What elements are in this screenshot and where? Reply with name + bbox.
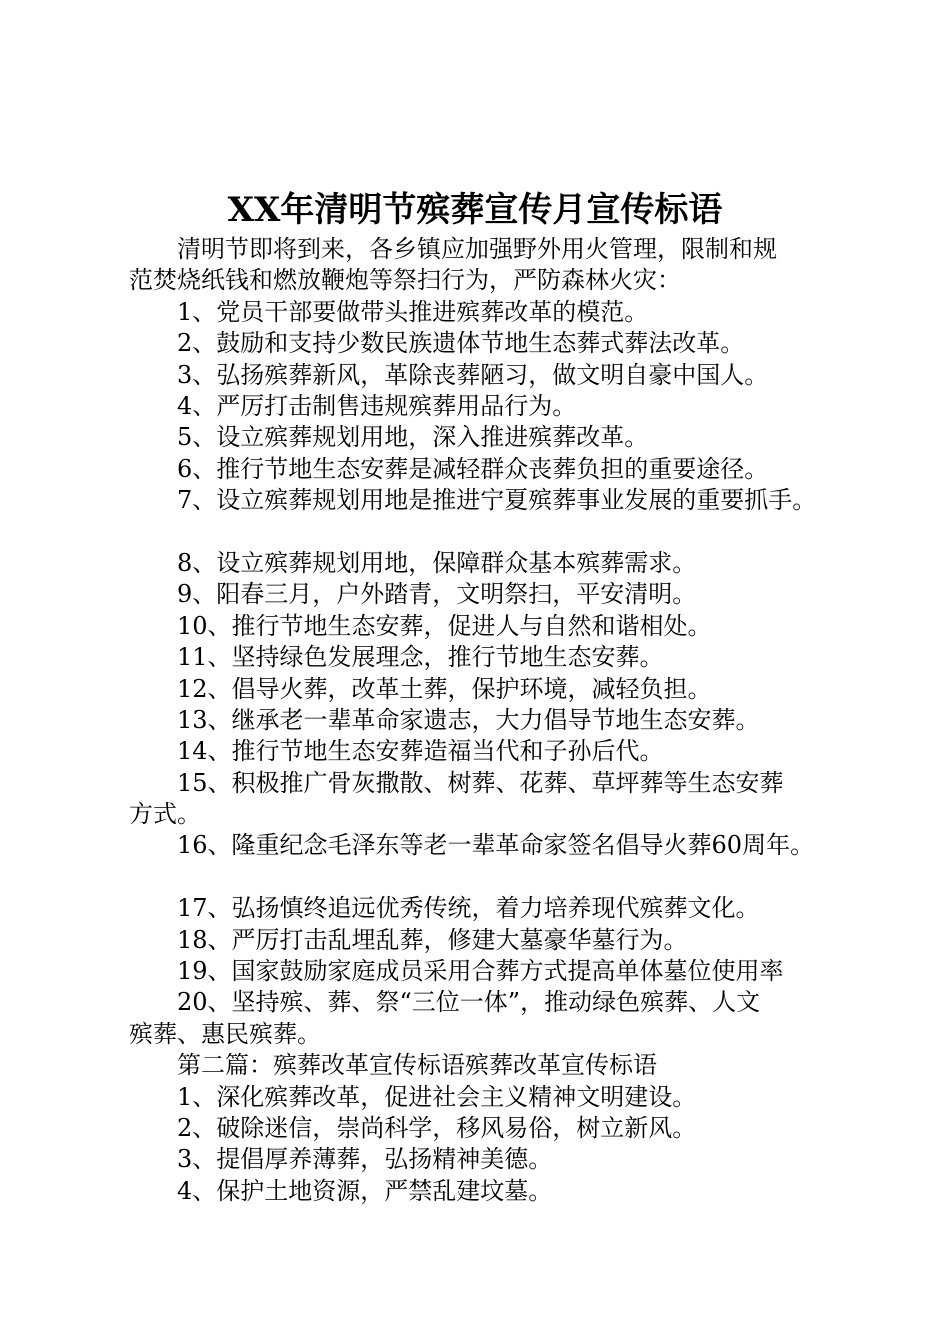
- section-2-slogan-2: 2、破除迷信，崇尚科学，移风易俗，树立新风。: [177, 1114, 697, 1143]
- document-title: XX年清明节殡葬宣传月宣传标语: [227, 190, 723, 230]
- intro-line-1: 清明节即将到来，各乡镇应加强野外用火管理，限制和规: [177, 235, 777, 263]
- slogan-6: 6、推行节地生态安葬是减轻群众丧葬负担的重要途径。: [177, 454, 769, 483]
- slogan-2: 2、鼓励和支持少数民族遗体节地生态葬式葬法改革。: [177, 329, 745, 358]
- slogan-16: 16、隆重纪念毛泽东等老一辈革命家签名倡导火葬60周年。: [177, 831, 815, 860]
- slogan-15-line-2: 方式。: [129, 800, 201, 829]
- slogan-20-line-2: 殡葬、惠民殡葬。: [129, 1019, 321, 1048]
- blank-line: [129, 862, 833, 893]
- section-2-slogan-4: 4、保护土地资源，严禁乱建坟墓。: [177, 1176, 553, 1205]
- slogan-15: [129, 768, 833, 831]
- slogan-14: 14、推行节地生态安葬造福当代和子孙后代。: [177, 737, 664, 766]
- slogan-10: 10、推行节地生态安葬，促进人与自然和谐相处。: [177, 611, 712, 640]
- slogan-19: 19、国家鼓励家庭成员采用合葬方式提高单体墓位使用率: [177, 957, 784, 986]
- section-2-slogan-1: 1、深化殡葬改革，促进社会主义精神文明建设。: [177, 1082, 697, 1111]
- blank-line: [129, 517, 833, 548]
- intro-line-2: 范焚烧纸钱和燃放鞭炮等祭扫行为，严防森林火灾：: [129, 266, 681, 295]
- slogan-1: 1、党员干部要做带头推进殡葬改革的模范。: [177, 297, 649, 326]
- slogan-20-line-1: 20、坚持殡、葬、祭“三位一体”，推动绿色殡葬、人文: [177, 988, 761, 1017]
- slogan-18: 18、严厉打击乱埋乱葬，修建大墓豪华墓行为。: [177, 925, 688, 954]
- document-body: [129, 234, 833, 1207]
- slogan-9: 9、阳春三月，户外踏青，文明祭扫，平安清明。: [177, 580, 697, 609]
- intro-paragraph: [129, 234, 833, 297]
- slogan-11: 11、坚持绿色发展理念，推行节地生态安葬。: [177, 643, 664, 672]
- slogan-3: 3、弘扬殡葬新风，革除丧葬陋习，做文明自豪中国人。: [177, 360, 769, 389]
- slogan-20: [129, 987, 833, 1050]
- slogan-17: 17、弘扬慎终追远优秀传统，着力培养现代殡葬文化。: [177, 894, 760, 923]
- slogan-5: 5、设立殡葬规划用地，深入推进殡葬改革。: [177, 423, 649, 452]
- section-2-heading: 第二篇：殡葬改革宣传标语殡葬改革宣传标语: [177, 1051, 657, 1080]
- section-2-slogan-3: 3、提倡厚养薄葬，弘扬精神美德。: [177, 1145, 553, 1174]
- slogan-12: 12、倡导火葬，改革土葬，保护环境，减轻负担。: [177, 674, 712, 703]
- slogan-13: 13、继承老一辈革命家遗志，大力倡导节地生态安葬。: [177, 705, 760, 734]
- slogan-15-line-1: 15、积极推广骨灰撒散、树葬、花葬、草坪葬等生态安葬: [177, 768, 784, 797]
- slogan-8: 8、设立殡葬规划用地，保障群众基本殡葬需求。: [177, 548, 697, 577]
- slogan-7: 7、设立殡葬规划用地是推进宁夏殡葬事业发展的重要抓手。: [177, 486, 817, 515]
- slogan-4: 4、严厉打击制售违规殡葬用品行为。: [177, 391, 577, 420]
